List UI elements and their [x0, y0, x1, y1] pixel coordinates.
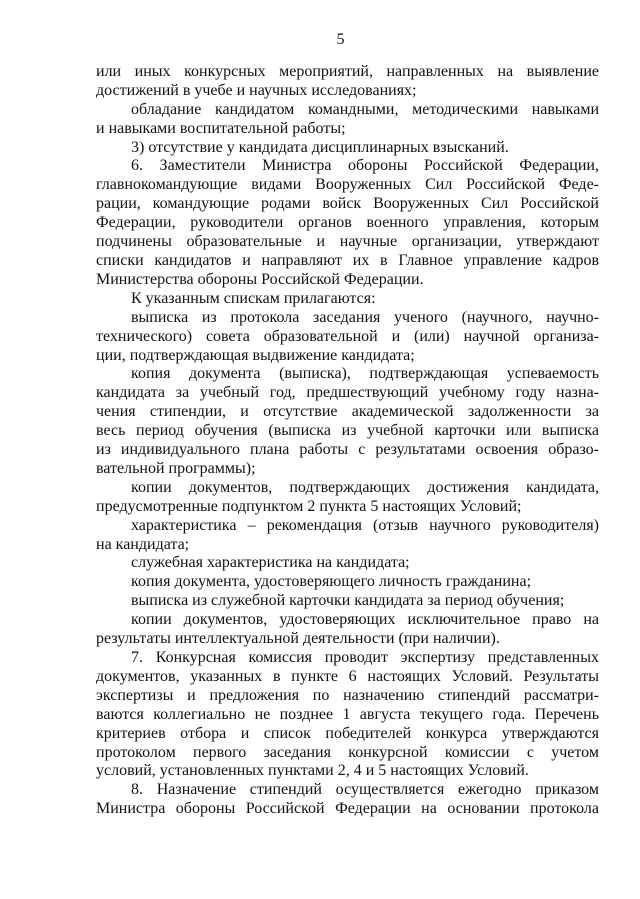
- paragraph: [96, 365, 599, 478]
- paragraph: [96, 781, 599, 819]
- text-line: копии документов, подтверждающих достижения кандидата,: [131, 478, 599, 496]
- text-line: 3) отсутствие у кандидата дисциплинарных взысканий.: [131, 138, 509, 156]
- text-line: чения стипендии, и отсутствие академической задолженности за: [96, 403, 599, 421]
- paragraph: [96, 649, 599, 781]
- text-line: из индивидуального плана работы с результатами освоения образо-: [96, 441, 599, 459]
- text-line: характеристика – рекомендация (отзыв научного руководителя): [131, 516, 599, 534]
- paragraph: [96, 479, 599, 517]
- text-line: критериев отбора и список победителей конкурса утверждаются: [96, 724, 599, 742]
- text-line: условий, установленных пунктами 2, 4 и 5 настоящих Условий.: [96, 762, 529, 780]
- text-line: 8. Назначение стипендий осуществляется ежегодно приказом: [131, 781, 599, 799]
- text-line: главнокомандующие видами Вооруженных Сил Российской Феде-: [96, 176, 599, 194]
- text-line: выписка из служебной карточки кандидата за период обучения;: [131, 592, 565, 610]
- text-line: экспертизы и предложения по назначению стипендий рассматри-: [96, 686, 599, 704]
- text-line: или иных конкурсных мероприятий, направленных на выявление: [96, 62, 599, 80]
- text-line: документов, указанных в пункте 6 настоящих Условий. Результаты: [96, 667, 599, 685]
- paragraph: [96, 517, 599, 555]
- paragraph: [96, 309, 599, 366]
- text-line: рации, командующие родами войск Вооруженных Сил Российской: [96, 195, 599, 213]
- text-line: списки кандидатов и направляют их в Главное управление кадров: [96, 251, 599, 269]
- text-line: Федерации, руководители органов военного управления, которым: [96, 214, 599, 232]
- text-line: копии документов, удостоверяющих исключительное право на: [131, 611, 599, 629]
- text-line: и навыками воспитательной работы;: [96, 119, 346, 137]
- text-line: обладание кандидатом командными, методическими навыками: [131, 100, 599, 118]
- text-line: ваются коллегиально не позднее 1 августа текущего года. Перечень: [96, 705, 599, 723]
- text-line: предусмотренные подпунктом 2 пункта 5 настоящих Условий;: [96, 497, 522, 515]
- document-body: [96, 63, 599, 819]
- text-line: технического) совета образовательной и (или) научной организа-: [96, 327, 599, 345]
- page-number: 5: [336, 31, 345, 48]
- text-line: выписка из протокола заседания ученого (научного, научно-: [131, 308, 599, 326]
- text-line: К указанным спискам прилагаются:: [131, 289, 376, 307]
- text-line: результаты интеллектуальной деятельности (при наличии).: [96, 630, 500, 648]
- paragraph: [96, 290, 599, 309]
- paragraph: [96, 554, 599, 573]
- paragraph: [96, 573, 599, 592]
- text-line: вательной программы);: [96, 459, 256, 477]
- text-line: протоколом первого заседания конкурсной комиссии с учетом: [96, 743, 599, 761]
- text-line: достижений в учебе и научных исследованиях;: [96, 81, 417, 99]
- text-line: 7. Конкурсная комиссия проводит экспертизу представленных: [131, 649, 599, 666]
- text-line: ции, подтверждающая выдвижение кандидата;: [96, 346, 415, 364]
- paragraph: [96, 63, 599, 101]
- text-line: весь период обучения (выписка из учебной карточки или выписка: [96, 422, 599, 440]
- text-line: Министерства обороны Российской Федерации.: [96, 270, 424, 288]
- text-line: 6. Заместители Министра обороны Российской Федерации,: [131, 157, 599, 175]
- text-line: на кандидата;: [96, 535, 190, 553]
- text-line: подчинены образовательные и научные организации, утверждают: [96, 233, 599, 251]
- text-line: служебная характеристика на кандидата;: [131, 554, 410, 572]
- paragraph: [96, 139, 599, 158]
- text-line: копия документа (выписка), подтверждающая успеваемость: [131, 365, 599, 383]
- paragraph: [96, 611, 599, 649]
- text-line: кандидата за учебный год, предшествующий учебному году назна-: [96, 384, 599, 402]
- text-line: Министра обороны Российской Федерации на основании протокола: [96, 800, 599, 818]
- text-line: копия документа, удостоверяющего личность гражданина;: [131, 573, 532, 591]
- paragraph: [96, 101, 599, 139]
- paragraph: [96, 157, 599, 289]
- paragraph: [96, 592, 599, 611]
